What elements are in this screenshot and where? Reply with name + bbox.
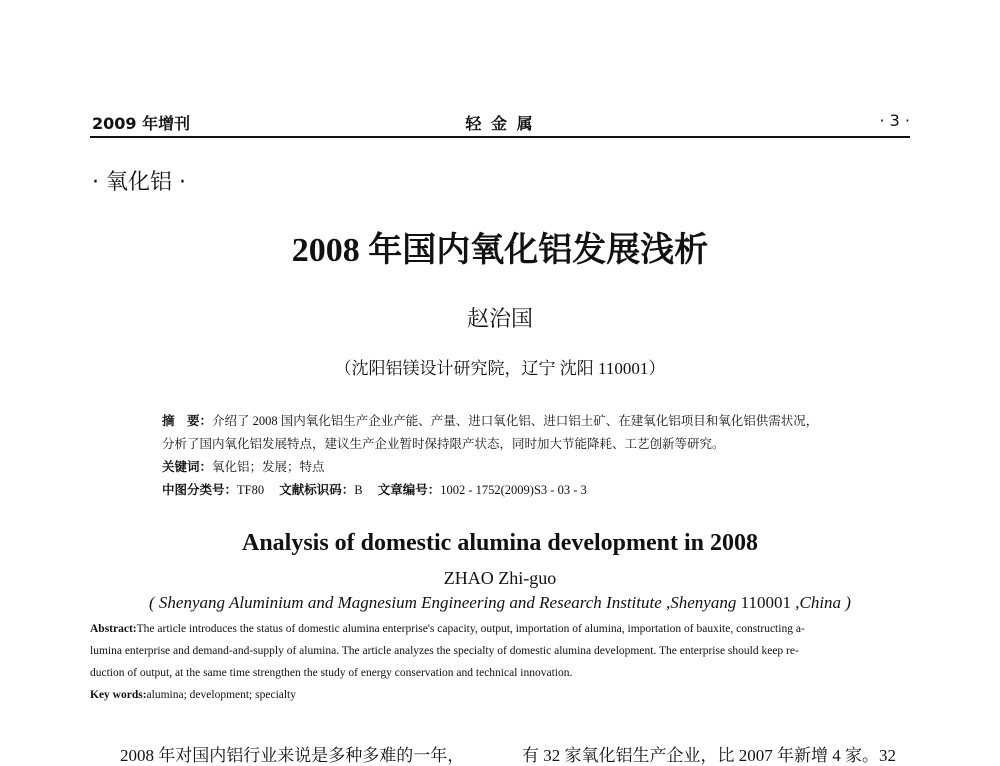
header-journal-issue: 2009 年增刊 (92, 114, 191, 133)
classification-line (162, 480, 587, 498)
keywords-cn (162, 457, 325, 475)
article-number-label: 文章编号： (377, 482, 441, 497)
doc-code-value: B (354, 483, 363, 497)
body-text-right-column: 有 32 家氧化铝生产企业，比 2007 年新增 4 家。32 (522, 746, 896, 765)
abstract-en-text-3: duction of output, at the same time strengthen the study of energy conservation and technical innovation. (90, 667, 573, 679)
keywords-cn-value: 氧化铝；发展；特点 (212, 460, 325, 474)
abstract-cn-text-1: 介绍了 2008 国内氧化铝生产企业产能、产量、进口氧化铝、进口铝土矿、在建氧化铝项目和氧化铝供需状况， (212, 414, 819, 428)
abstract-en-label: Abstract: (90, 623, 137, 635)
keywords-cn-label: 关键词： (162, 459, 213, 474)
header-journal-title: 轻 金 属 (465, 114, 535, 133)
abstract-en-text-2: lumina enterprise and demand-and-supply of alumina. The article analyzes the specialty of domestic alumina development. The enterprise should keep re- (90, 645, 799, 657)
header-rule (90, 136, 910, 138)
clc-label: 中图分类号： (162, 482, 238, 497)
clc-value: TF80 (237, 483, 265, 497)
author-en: ZHAO Zhi-guo (443, 568, 557, 588)
keywords-en-value: alumina; development; specialty (146, 689, 297, 701)
affiliation-cn: （沈阳铝镁设计研究院，辽宁 沈阳 110001） (334, 359, 666, 378)
affiliation-en-country: ,China ) (790, 593, 851, 612)
header-page-number: · 3 · (879, 111, 910, 130)
affiliation-en (0, 593, 1000, 613)
abstract-cn-label: 摘 要： (162, 413, 213, 428)
body-text-left-column: 2008 年对国内铝行业来说是多种多难的一年， (120, 746, 465, 765)
keywords-en-label: Key words: (90, 689, 147, 701)
affiliation-en-institute: ( Shenyang Aluminium and Magnesium Engineering and Research Institute ,Shenyang (149, 593, 741, 612)
abstract-en-line-1 (90, 623, 805, 635)
section-label: · 氧化铝 · (92, 170, 186, 195)
article-title-en: Analysis of domestic alumina development in 2008 (241, 530, 759, 556)
author-cn: 赵治国 (466, 306, 533, 331)
abstract-en-text-1: The article introduces the status of domestic alumina enterprise's capacity, output, importation of alumina, importation of bauxite, constructing a- (136, 623, 805, 635)
article-number-value: 1002 - 1752(2009)S3 - 03 - 3 (440, 483, 587, 497)
abstract-cn-text-2: 分析了国内氧化铝发展特点，建议生产企业暂时保持限产状态，同时加大节能降耗、工艺创新等研究。 (162, 437, 725, 451)
doc-code-label: 文献标识码： (279, 482, 355, 497)
article-title-cn: 2008 年国内氧化铝发展浅析 (291, 232, 709, 269)
affiliation-en-code: 110001 (740, 593, 791, 612)
keywords-en (90, 689, 296, 701)
abstract-cn-line-1 (162, 411, 818, 429)
